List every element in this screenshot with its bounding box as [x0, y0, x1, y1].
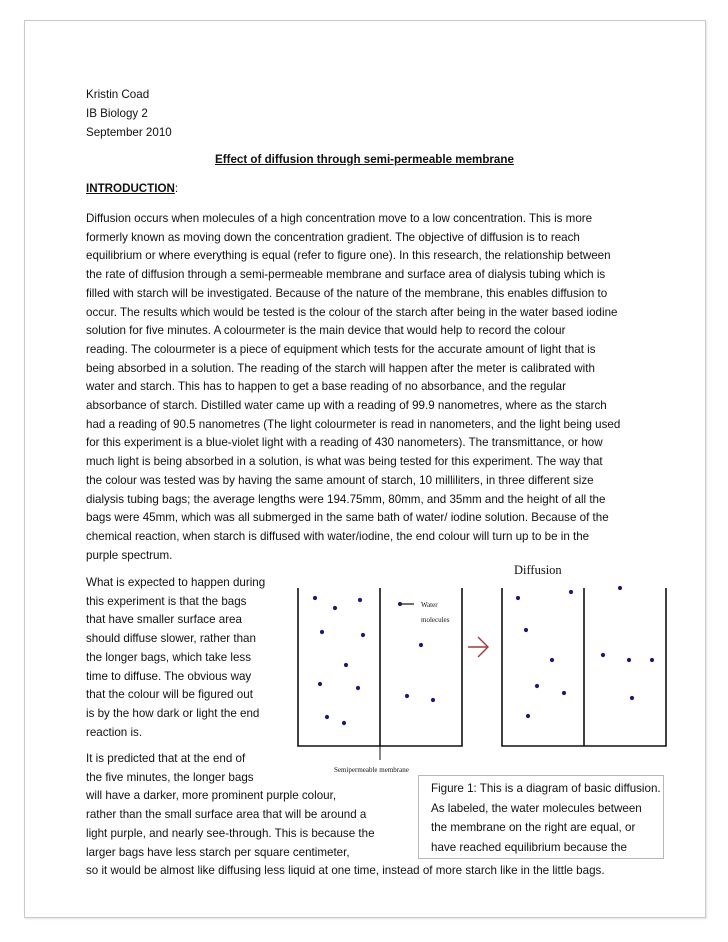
paragraph-line: larger bags have less starch per square centimeter, — [86, 845, 350, 859]
caption-line: Figure 1: This is a diagram of basic diffusion. — [431, 782, 661, 795]
water-molecule-dot — [342, 721, 346, 725]
water-molecule-dot — [398, 602, 402, 606]
introduction-colon: : — [174, 182, 179, 195]
paragraph-line: water and starch. This has to happen to get a base reading of no absorbance, and the regular — [86, 380, 566, 394]
semipermeable-membrane-label: Semipermeable membrane — [334, 766, 409, 774]
paragraph-line: What is expected to happen during — [86, 576, 266, 589]
water-molecule-dot — [550, 658, 554, 662]
water-molecule-dot — [535, 684, 539, 688]
paragraph-line: It is predicted that at the end of — [86, 752, 246, 765]
paragraph-line: light purple, and nearly see-through. This is because the — [86, 826, 375, 840]
diagram-title: Diffusion — [514, 563, 562, 577]
paragraph-line: equilibrium or where everything is equal (refer to figure one). In this research, the relationship between — [86, 249, 611, 263]
paragraph-line: that have smaller surface area — [86, 613, 242, 627]
paragraph-line: solution for five minutes. A colourmeter is the main device that would help to record the colour — [86, 324, 566, 338]
paragraph-line: had a reading of 90.5 nanometres (The light colourmeter is read in nanometers, and the light being used — [86, 417, 621, 431]
paragraph-line: formerly known as moving down the concentration gradient. The objective of diffusion is to reach — [86, 230, 580, 244]
water-molecule-dot — [405, 694, 409, 698]
water-molecule-dot — [344, 663, 348, 667]
water-molecule-dot — [356, 686, 360, 690]
water-molecule-dot — [419, 643, 423, 647]
water-molecules-label-line2: molecules — [421, 616, 450, 624]
water-molecule-dot — [524, 628, 528, 632]
paragraph-line: the rate of diffusion through a semi-permeable membrane and surface area of dialysis tubing which is — [86, 268, 606, 282]
author-name: Kristin Coad — [86, 88, 150, 101]
paragraph-line: time to diffuse. The obvious way — [86, 669, 252, 683]
paragraph-line: reaction is. — [86, 725, 143, 739]
paragraph-line: chemical reaction, when starch is diffused with water/iodine, the end colour will turn up to be in the — [86, 529, 590, 543]
figure-caption — [418, 775, 664, 859]
paragraph-line: the colour was tested was by having the same amount of starch, 10 milliliters, in three different size — [86, 473, 594, 487]
water-molecules-label-line1: Water — [421, 601, 438, 609]
water-molecule-dot — [630, 696, 634, 700]
water-molecule-dot — [618, 586, 622, 590]
water-molecule-dot — [516, 596, 520, 600]
water-molecule-dot — [361, 633, 365, 637]
paragraph-line: reading. The colourmeter is a piece of equipment which tests for the accurate amount of light that is — [86, 342, 596, 356]
paragraph-line: purple spectrum. — [86, 548, 173, 562]
paragraph-line: the longer bags, which take less — [86, 650, 251, 664]
introduction-heading-row — [86, 180, 178, 199]
caption-line: As labeled, the water molecules between — [431, 801, 642, 815]
paragraph-line: will have a darker, more prominent purple colour, — [86, 789, 337, 803]
water-molecule-dot — [627, 658, 631, 662]
process-arrow-icon — [468, 637, 488, 657]
water-molecules — [313, 586, 654, 725]
paragraph-line: so it would be almost like diffusing less liquid at one time, instead of more starch like in the little bags. — [86, 864, 605, 878]
water-molecule-dot — [358, 598, 362, 602]
introduction-heading: INTRODUCTION — [86, 182, 175, 195]
paragraph-line: bags were 45mm, which was all submerged in the same bath of water/ iodine solution. Because of the — [86, 511, 609, 525]
paragraph-line: much light is being absorbed in a solution, is what was being tested for this experiment. The way that — [86, 455, 603, 469]
water-molecule-dot — [562, 691, 566, 695]
paragraph-line: occur. The results which would be tested is the colour of the starch after being in the water based iodine — [86, 305, 618, 319]
paragraph-line: Diffusion occurs when molecules of a high concentration move to a low concentration. This is more — [86, 212, 593, 225]
diffusion-diagram — [290, 560, 690, 780]
water-molecule-dot — [318, 682, 322, 686]
paragraph-line: should diffuse slower, rather than — [86, 632, 256, 646]
paragraph-line: rather than the small surface area that will be around a — [86, 808, 367, 822]
water-molecule-dot — [333, 606, 337, 610]
caption-line: the membrane on the right are equal, or — [431, 821, 636, 834]
water-molecule-dot — [526, 714, 530, 718]
caption-line: have reached equilibrium because the — [431, 840, 627, 854]
water-molecule-dot — [601, 653, 605, 657]
water-molecule-dot — [325, 715, 329, 719]
water-molecule-dot — [320, 630, 324, 634]
expected-paragraph — [86, 574, 286, 742]
paragraph-line: the five minutes, the longer bags — [86, 770, 254, 784]
paragraph-line: absorbance of starch. Distilled water came up with a reading of 99.9 nanometres, where as the starch — [86, 399, 607, 413]
paragraph-line: this experiment is that the bags — [86, 594, 247, 608]
document-date: September 2010 — [86, 126, 172, 139]
water-molecule-dot — [569, 590, 573, 594]
introduction-paragraph — [86, 210, 646, 565]
water-molecule-dot — [650, 658, 654, 662]
water-molecule-dot — [431, 698, 435, 702]
paragraph-line: that the colour will be figured out — [86, 688, 253, 702]
paragraph-line: being absorbed in a solution. The reading of the starch will happen after the meter is calibrated with — [86, 361, 595, 375]
paragraph-line: dialysis tubing bags; the average lengths were 194.75mm, 80mm, and 35mm and the height of all the — [86, 492, 606, 506]
water-molecule-dot — [313, 596, 317, 600]
paragraph-line: is by the how dark or light the end — [86, 706, 260, 720]
paragraph-line: filled with starch will be investigated. Because of the nature of the membrane, this enables diffusion to — [86, 286, 608, 300]
paragraph-line: for this experiment is a blue-violet light with a reading of 430 nanometers). The transmittance, or how — [86, 436, 603, 450]
document-title: Effect of diffusion through semi-permeable membrane — [215, 153, 514, 166]
course-name: IB Biology 2 — [86, 107, 148, 120]
